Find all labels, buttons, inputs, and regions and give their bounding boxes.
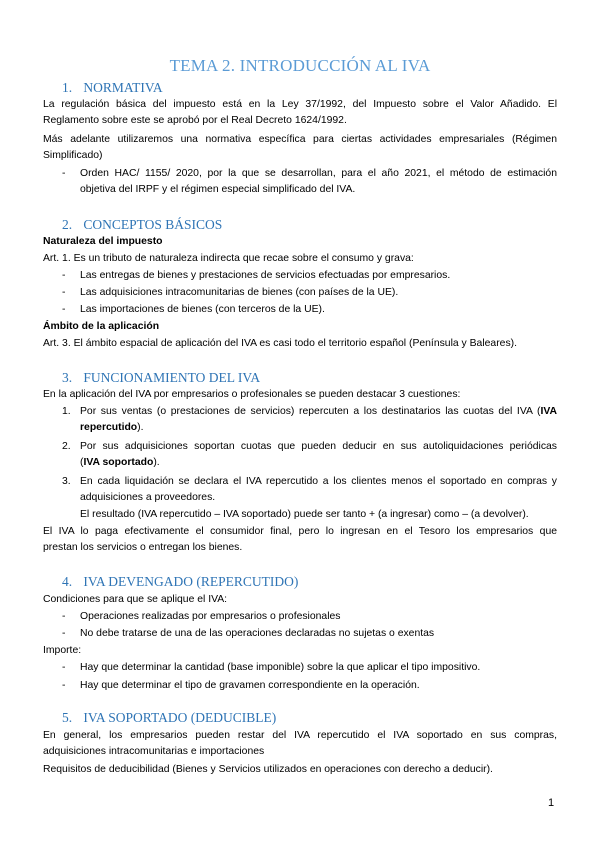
list-item: Hay que determinar el tipo de gravamen correspondiente en la operación.	[80, 680, 420, 691]
paragraph-line: La regulación básica del impuesto está en la Ley 37/1992, del Impuesto sobre el Valor Añadido. El	[43, 99, 557, 110]
section-heading-soportado: 5. IVA SOPORTADO (DEDUCIBLE)	[62, 710, 277, 725]
list-item: Las importaciones de bienes (con terceros de la UE).	[80, 304, 325, 315]
list-item-continuation: objetiva del IRPF y el régimen especial simplificado del IVA.	[80, 184, 356, 195]
list-item: Por sus adquisiciones soportan cuotas que pueden deducir en sus autoliquidaciones periódicas	[80, 441, 557, 452]
list-number: 2.	[62, 441, 71, 452]
section-heading-normativa: 1. NORMATIVA	[62, 80, 163, 95]
paragraph-line: Importe:	[43, 645, 82, 656]
bullet-marker: -	[62, 611, 66, 622]
bullet-marker: -	[62, 287, 66, 298]
section-heading-conceptos: 2. CONCEPTOS BÁSICOS	[62, 217, 223, 232]
paragraph-line: El IVA lo paga efectivamente el consumidor final, pero lo ingresan en el Tesoro los empresarios que	[43, 526, 557, 537]
subheading-ambito: Ámbito de la aplicación	[43, 321, 160, 332]
list-item: Por sus ventas (o prestaciones de servicios) repercuten a los destinatarios las cuotas del IVA (IVA	[80, 406, 557, 417]
paragraph-line: Reglamento sobre este se aprobó por el Real Decreto 1624/1992.	[43, 115, 347, 126]
list-item-continuation: El resultado (IVA repercutido – IVA soportado) puede ser tanto + (a ingresar) como – (a devolver).	[80, 509, 529, 520]
paragraph-line: prestan los servicios o entregan los bienes.	[43, 542, 243, 553]
list-number: 3.	[62, 476, 71, 487]
section-heading-funcionamiento: 3. FUNCIONAMIENTO DEL IVA	[62, 370, 261, 385]
page-number: 1	[548, 797, 555, 809]
bullet-marker: -	[62, 662, 66, 673]
paragraph-line: En general, los empresarios pueden restar del IVA repercutido el IVA soportado en sus compras,	[43, 730, 557, 741]
article-text: Art. 1. Es un tributo de naturaleza indirecta que recae sobre el consumo y grava:	[43, 253, 414, 264]
list-item: Orden HAC/ 1155/ 2020, por la que se desarrollan, para el año 2021, el método de estimación	[80, 168, 557, 179]
page-title: TEMA 2. INTRODUCCIÓN AL IVA	[169, 56, 431, 75]
list-item-continuation: adquisiciones a proveedores.	[80, 492, 216, 503]
paragraph-line: Simplificado)	[43, 150, 103, 161]
list-item: Las entregas de bienes y prestaciones de servicios efectuadas por empresarios.	[80, 270, 451, 281]
subheading-naturaleza: Naturaleza del impuesto	[43, 236, 163, 247]
paragraph-line: Condiciones para que se aplique el IVA:	[43, 594, 228, 605]
list-item: Hay que determinar la cantidad (base imponible) sobre la que aplicar el tipo impositivo.	[80, 662, 481, 673]
list-item: No debe tratarse de una de las operaciones declaradas no sujetas o exentas	[80, 628, 435, 639]
list-item: Operaciones realizadas por empresarios o profesionales	[80, 611, 341, 622]
paragraph-line: En la aplicación del IVA por empresarios o profesionales se pueden destacar 3 cuestiones:	[43, 389, 461, 400]
list-item: Las adquisiciones intracomunitarias de bienes (con países de la UE).	[80, 287, 399, 298]
paragraph-line: adquisiciones intracomunitarias e importaciones	[43, 746, 265, 757]
bullet-marker: -	[62, 168, 66, 179]
paragraph-line: Más adelante utilizaremos una normativa específica para ciertas actividades empresariales (Régimen	[43, 134, 557, 145]
list-item-continuation: repercutido).	[80, 422, 144, 433]
article-text: Art. 3. El ámbito espacial de aplicación del IVA es casi todo el territorio español (Península y Baleares).	[43, 338, 517, 349]
list-number: 1.	[62, 406, 71, 417]
bullet-marker: -	[62, 304, 66, 315]
list-item-continuation: (IVA soportado).	[80, 457, 160, 468]
bullet-marker: -	[62, 628, 66, 639]
section-heading-devengado: 4. IVA DEVENGADO (REPERCUTIDO)	[62, 574, 299, 589]
bullet-marker: -	[62, 680, 66, 691]
list-item: En cada liquidación se declara el IVA repercutido a los clientes menos el soportado en compras y	[80, 476, 557, 487]
paragraph-line: Requisitos de deducibilidad (Bienes y Servicios utilizados en operaciones con derecho a deducir).	[43, 764, 493, 775]
bullet-marker: -	[62, 270, 66, 281]
